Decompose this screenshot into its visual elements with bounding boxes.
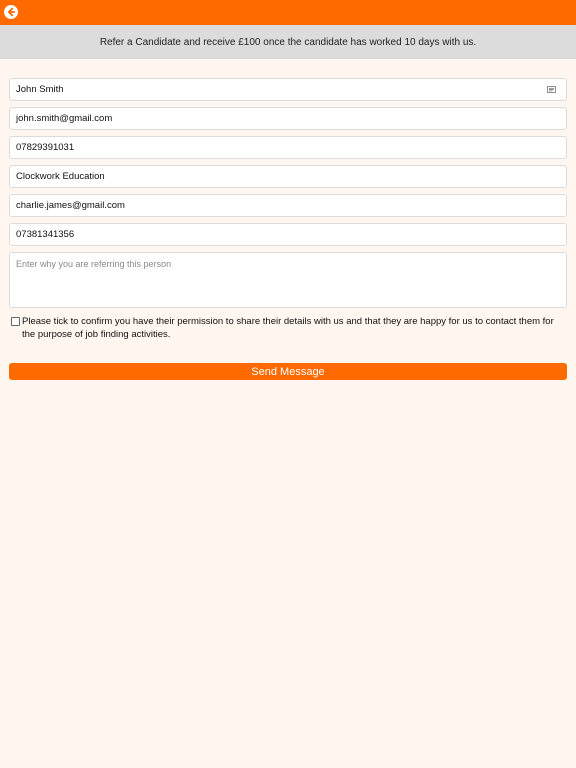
your-name-value: John Smith (16, 84, 64, 95)
candidate-phone-input[interactable] (9, 223, 567, 246)
candidate-name-value: Clockwork Education (16, 171, 105, 182)
referral-reason-placeholder: Enter why you are referring this person (16, 259, 172, 269)
consent-row (9, 315, 567, 341)
candidate-name-input[interactable] (9, 165, 567, 188)
your-email-input[interactable] (9, 107, 567, 130)
your-email-value: john.smith@gmail.com (16, 113, 113, 124)
referral-reason-textarea[interactable] (9, 252, 567, 308)
candidate-email-value: charlie.james@gmail.com (16, 200, 125, 211)
contact-card-icon[interactable] (547, 86, 556, 93)
send-message-label: Send Message (251, 365, 325, 378)
your-name-input[interactable] (9, 78, 567, 101)
referral-banner (0, 25, 576, 59)
top-bar (0, 0, 576, 25)
banner-text: Refer a Candidate and receive £100 once the candidate has worked 10 days with us. (99, 36, 477, 48)
send-message-button[interactable] (9, 363, 567, 380)
candidate-email-input[interactable] (9, 194, 567, 217)
arrow-left-circle-icon (4, 5, 18, 19)
referral-form (9, 78, 567, 341)
your-phone-value: 07829391031 (16, 142, 75, 153)
consent-label: Please tick to confirm you have their permission to share their details with us and that they are happy for us to contact them for the purpose of job finding activities. (22, 316, 554, 340)
candidate-phone-value: 07381341356 (16, 229, 75, 240)
back-button[interactable] (4, 5, 18, 19)
your-phone-input[interactable] (9, 136, 567, 159)
consent-checkbox[interactable] (11, 317, 20, 326)
